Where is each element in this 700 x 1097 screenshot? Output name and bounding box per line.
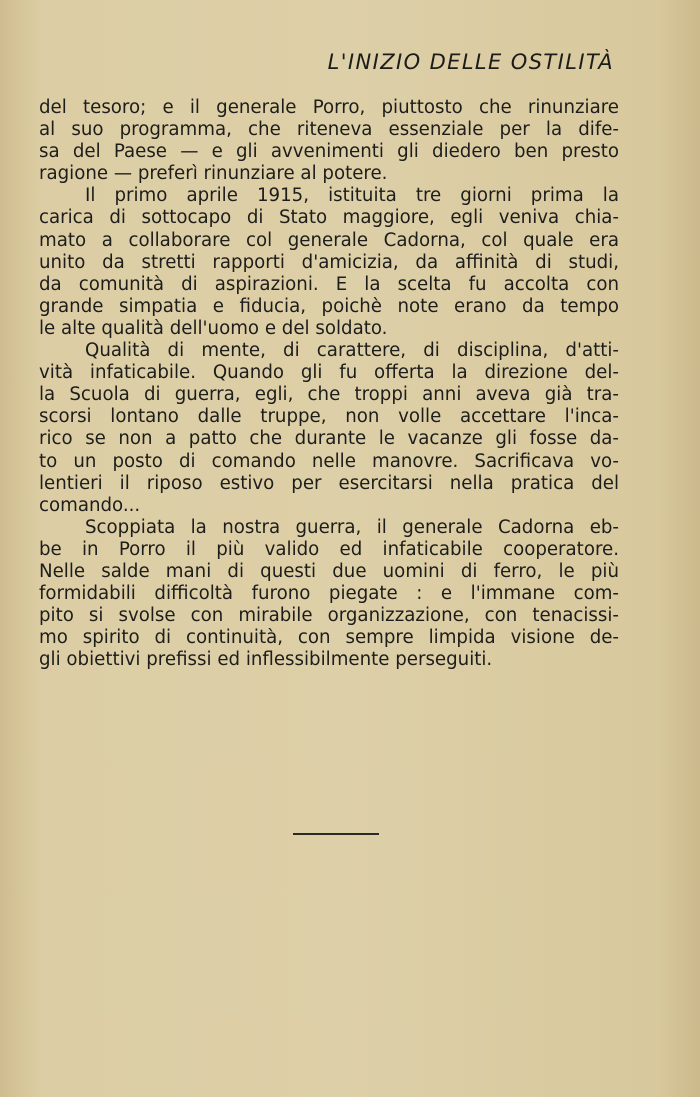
text-line: ragione — preferì rinunziare al potere. bbox=[39, 163, 388, 185]
text-line: comando... bbox=[39, 494, 141, 516]
text-line: Qualità di mente, di carattere, di disciplina, d'atti- bbox=[85, 340, 619, 362]
text-line: mato a collaborare col generale Cadorna, col quale era bbox=[39, 229, 619, 251]
text-line: Scoppiata la nostra guerra, il generale Cadorna eb- bbox=[85, 516, 619, 538]
text-line: scorsi lontano dalle truppe, non volle accettare l'inca- bbox=[39, 406, 619, 428]
section-end-rule bbox=[293, 833, 379, 835]
text-line: be in Porro il più valido ed infaticabile cooperatore. bbox=[39, 538, 619, 560]
text-line: Il primo aprile 1915, istituita tre giorni prima la bbox=[85, 185, 619, 207]
text-line: carica di sottocapo di Stato maggiore, egli veniva chia- bbox=[39, 207, 619, 229]
running-head: L'INIZIO DELLE OSTILITÀ bbox=[327, 50, 614, 74]
text-line: al suo programma, che riteneva essenziale per la dife- bbox=[39, 119, 619, 141]
text-line: grande simpatia e fiducia, poichè note erano da tempo bbox=[39, 295, 619, 317]
text-line: sa del Paese — e gli avvenimenti gli diedero ben presto bbox=[39, 141, 619, 163]
text-line: rico se non a patto che durante le vacanze gli fosse da- bbox=[39, 428, 619, 450]
text-line: lentieri il riposo estivo per esercitarsi nella pratica del bbox=[39, 472, 619, 494]
text-line: Nelle salde mani di questi due uomini di ferro, le più bbox=[39, 560, 619, 582]
text-line: mo spirito di continuità, con sempre limpida visione de- bbox=[39, 627, 619, 649]
text-line: gli obiettivi prefissi ed inflessibilmente perseguiti. bbox=[39, 649, 493, 671]
text-line: del tesoro; e il generale Porro, piuttosto che rinunziare bbox=[39, 97, 619, 118]
text-line: la Scuola di guerra, egli, che troppi anni aveva già tra- bbox=[39, 384, 619, 406]
text-line: unito da stretti rapporti d'amicizia, da affinità di studi, bbox=[39, 251, 619, 273]
text-line: da comunità di aspirazioni. E la scelta fu accolta con bbox=[39, 273, 619, 295]
text-line: formidabili difficoltà furono piegate : e l'immane com- bbox=[39, 583, 619, 605]
text-line: vità infaticabile. Quando gli fu offerta la direzione del- bbox=[39, 362, 619, 384]
text-line: pito si svolse con mirabile organizzazione, con tenacissi- bbox=[39, 605, 619, 627]
text-line: to un posto di comando nelle manovre. Sacrificava vo- bbox=[39, 450, 619, 472]
text-line: le alte qualità dell'uomo e del soldato. bbox=[39, 317, 388, 339]
body-text bbox=[39, 97, 619, 671]
